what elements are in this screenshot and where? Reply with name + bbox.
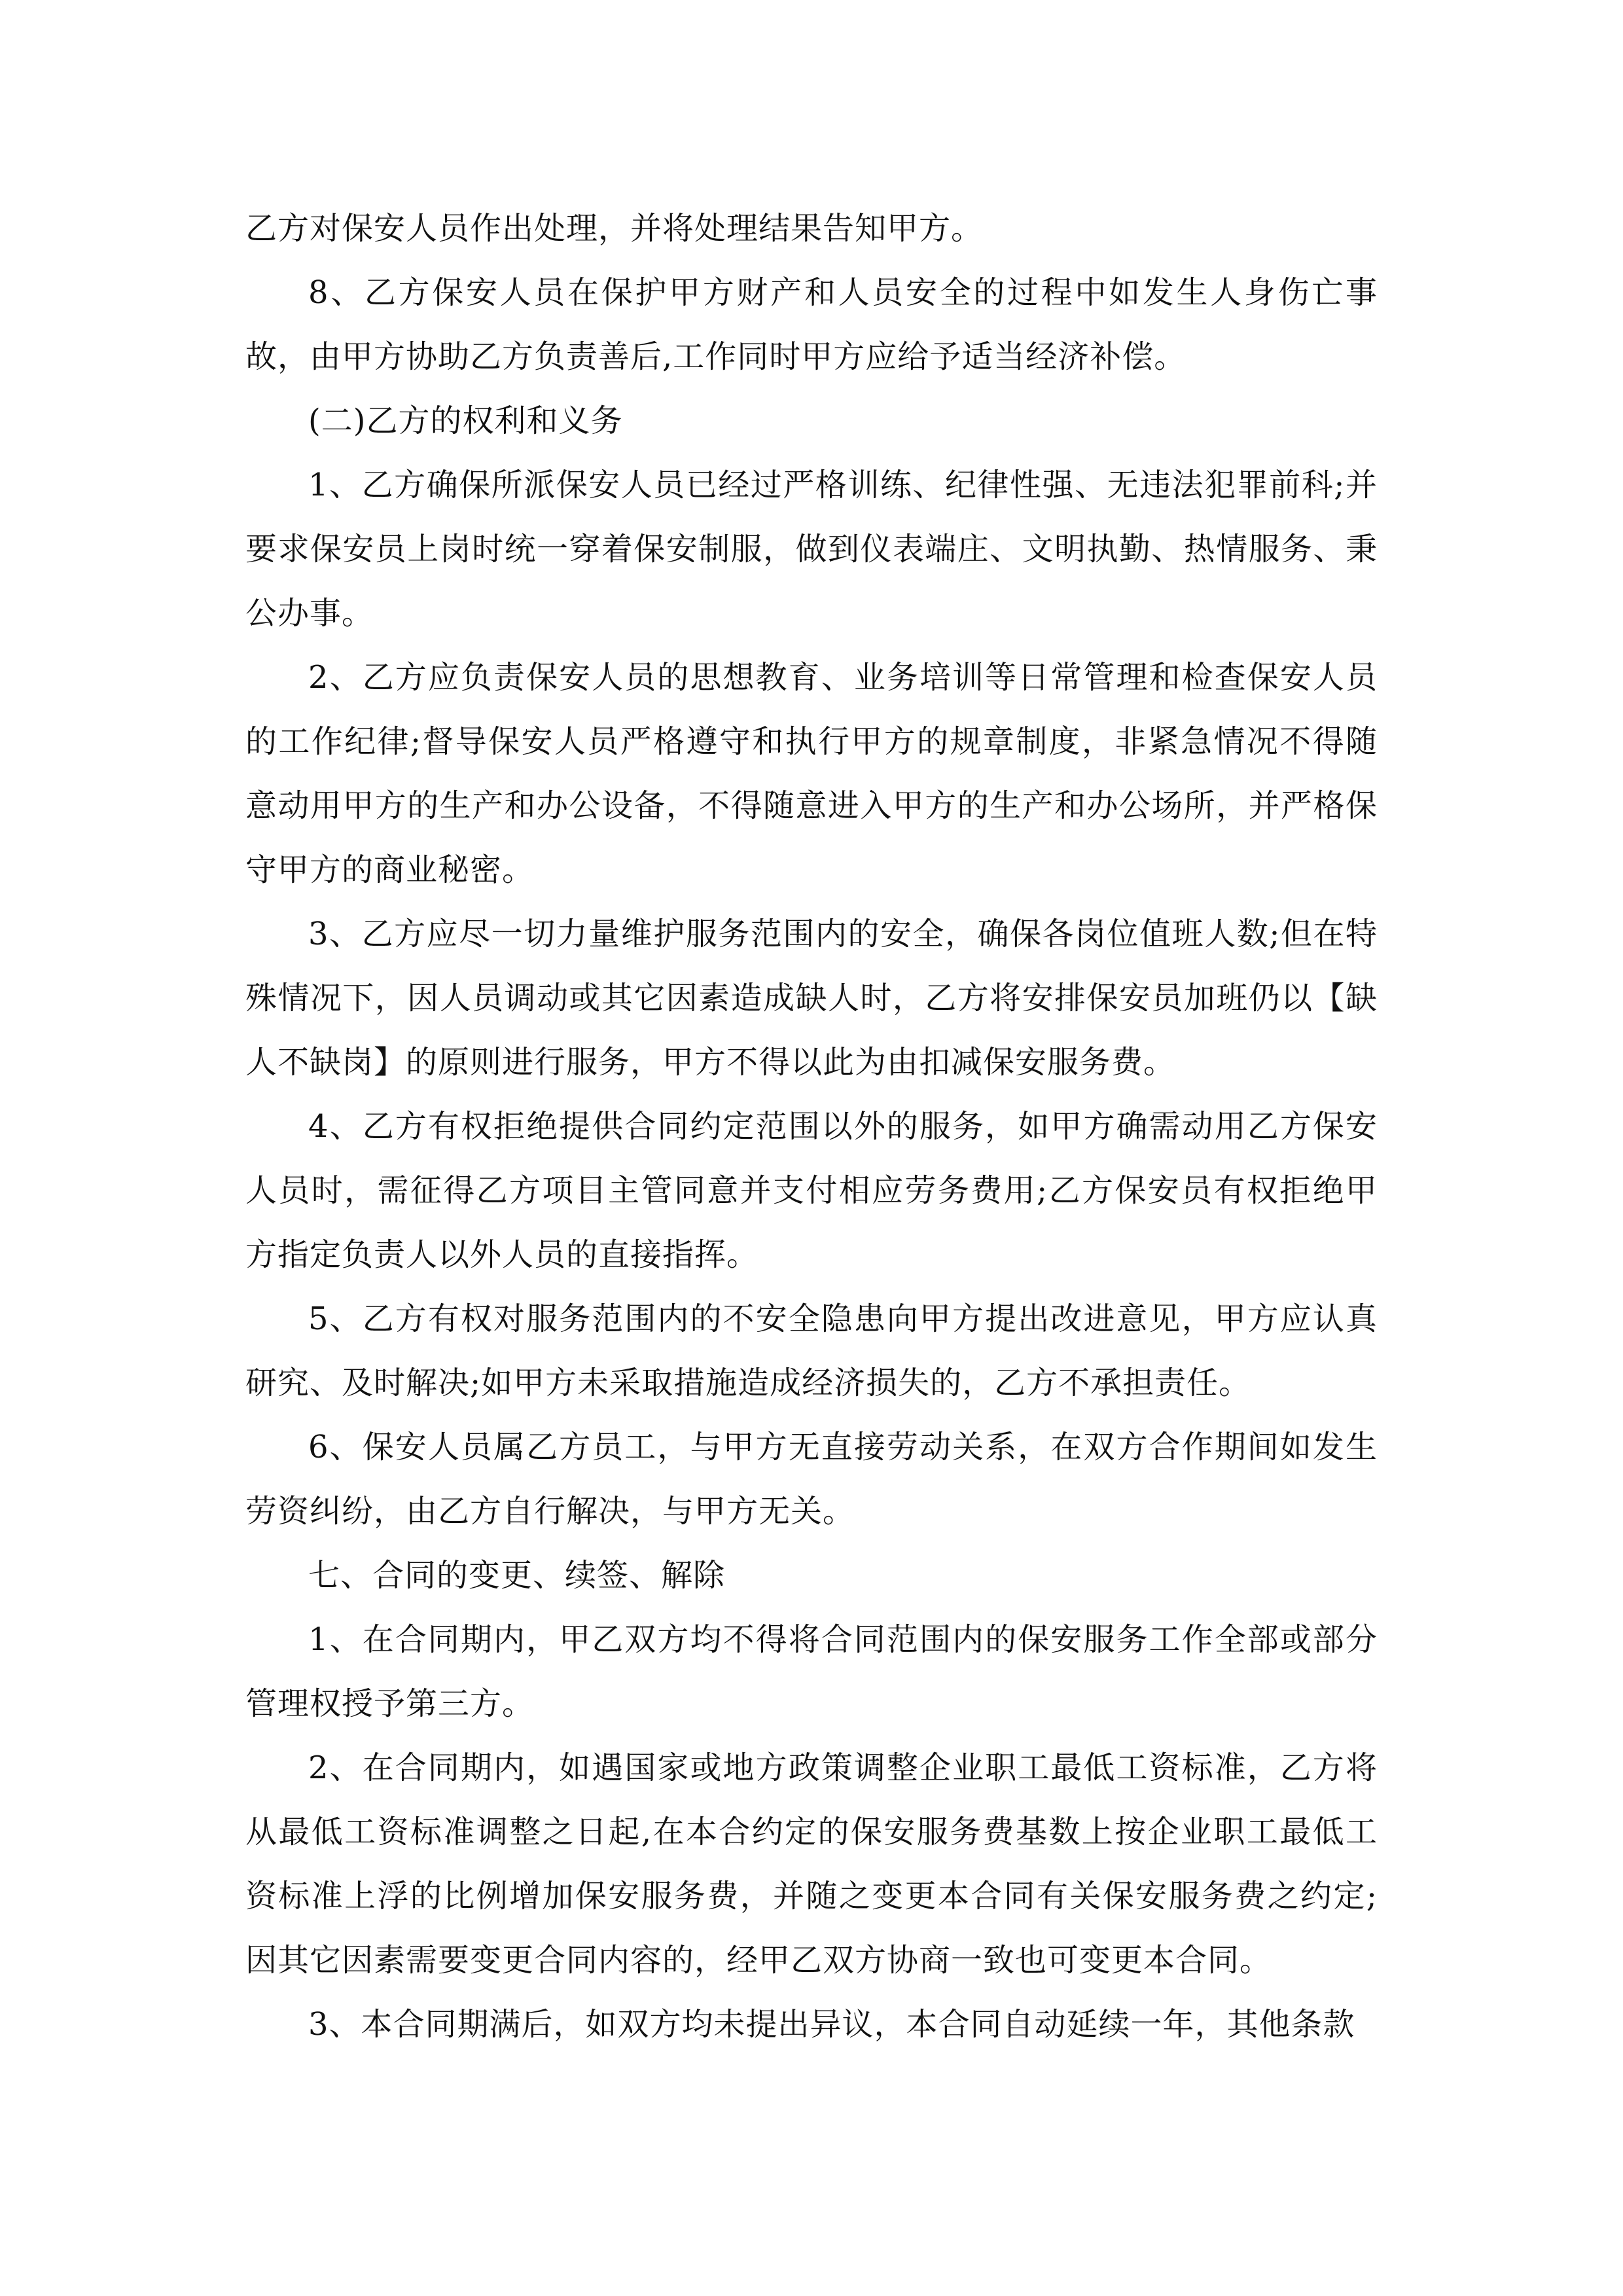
paragraph-8: 5、乙方有权对服务范围内的不安全隐患向甲方提出改进意见，甲方应认真研究、及时解决;如甲方未采取措施造成经济损失的，乙方不承担责任。 [245, 1300, 1378, 1401]
paragraph-6: 3、乙方应尽一切力量维护服务范围内的安全，确保各岗位值班人数;但在特殊情况下，因人员调动或其它因素造成缺人时，乙方将安排保安员加班仍以【缺人不缺岗】的原则进行服务，甲方不得以此为由扣减保安服务费。 [245, 916, 1378, 1081]
paragraph-9: 6、保安人员属乙方员工，与甲方无直接劳动关系，在双方合作期间如发生劳资纠纷，由乙方自行解决，与甲方无关。 [245, 1429, 1378, 1530]
paragraph-7: 4、乙方有权拒绝提供合同约定范围以外的服务，如甲方确需动用乙方保安人员时，需征得乙方项目主管同意并支付相应劳务费用;乙方保安员有权拒绝甲方指定负责人以外人员的直接指挥。 [245, 1108, 1378, 1273]
paragraph-13: 3、本合同期满后，如双方均未提出异议，本合同自动延续一年，其他条款 [308, 2006, 1355, 2043]
paragraph-4: 1、乙方确保所派保安人员已经过严格训练、纪律性强、无违法犯罪前科;并要求保安员上岗时统一穿着保安制服，做到仪表端庄、文明执勤、热情服务、秉公办事。 [245, 467, 1378, 632]
paragraph-12: 2、在合同期内，如遇国家或地方政策调整企业职工最低工资标准，乙方将从最低工资标准调整之日起,在本合约定的保安服务费基数上按企业职工最低工资标准上浮的比例增加保安服务费，并随之变更本合同有关保安服务费之约定;因其它因素需要变更合同内容的，经甲乙双方协商一致也可变更本合同。 [245, 1749, 1378, 1979]
paragraph-2: 8、乙方保安人员在保护甲方财产和人员安全的过程中如发生人身伤亡事故，由甲方协助乙方负责善后,工作同时甲方应给予适当经济补偿。 [245, 274, 1378, 375]
paragraph-1: 乙方对保安人员作出处理，并将处理结果告知甲方。 [245, 210, 984, 247]
paragraph-11: 1、在合同期内，甲乙双方均不得将合同范围内的保安服务工作全部或部分管理权授予第三方。 [245, 1621, 1378, 1722]
paragraph-5: 2、乙方应负责保安人员的思想教育、业务培训等日常管理和检查保安人员的工作纪律;督导保安人员严格遵守和执行甲方的规章制度，非紧急情况不得随意动用甲方的生产和办公设备，不得随意进入甲方的生产和办公场所，并严格保守甲方的商业秘密。 [245, 659, 1378, 888]
section-heading-rights-obligations: (二)乙方的权利和义务 [308, 403, 623, 439]
document-body [245, 196, 1378, 2056]
section-heading-contract-changes: 七、合同的变更、续签、解除 [308, 1557, 726, 1594]
